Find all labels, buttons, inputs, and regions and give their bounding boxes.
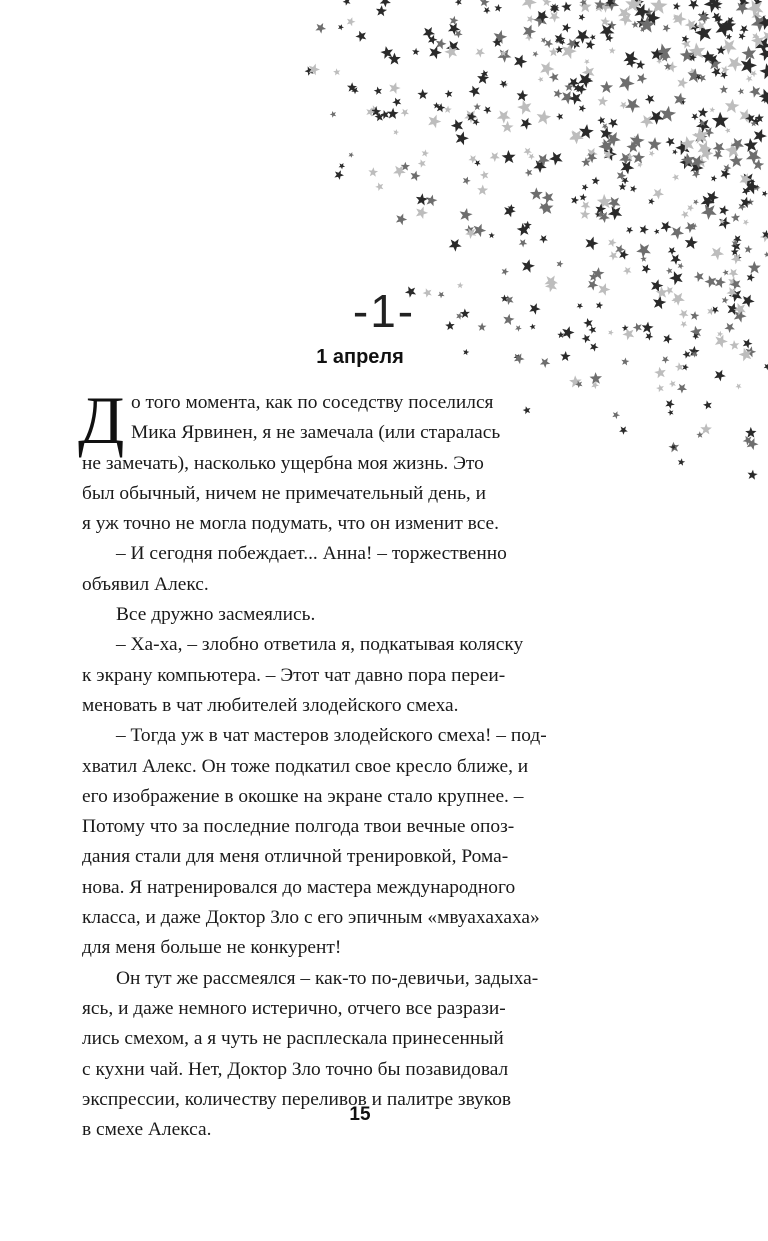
star-icon xyxy=(557,260,564,267)
star-icon xyxy=(764,251,768,257)
star-icon xyxy=(688,0,699,10)
star-icon xyxy=(727,57,742,72)
star-icon xyxy=(571,196,579,204)
star-icon xyxy=(473,119,480,126)
star-icon xyxy=(497,110,511,123)
text-line: нова. Я натренировался до мастера международного xyxy=(82,876,516,898)
star-icon xyxy=(711,175,717,182)
star-icon xyxy=(455,0,462,6)
star-icon xyxy=(722,269,728,275)
star-icon xyxy=(713,150,723,160)
paragraph xyxy=(82,600,638,630)
star-icon xyxy=(580,209,590,219)
star-icon xyxy=(666,267,673,274)
star-icon xyxy=(654,229,660,235)
star-icon xyxy=(480,171,489,180)
star-icon xyxy=(436,38,447,49)
star-icon xyxy=(636,243,651,258)
chapter-date: 1 апреля xyxy=(316,346,404,368)
star-icon xyxy=(665,137,675,147)
star-icon xyxy=(726,34,732,40)
star-icon xyxy=(678,263,684,270)
text-line: Потому что за последние полгода твои вечные опоз- xyxy=(82,816,515,838)
text-line: Мика Ярвинен, я не замечала (или старалась xyxy=(131,422,501,444)
text-line: в смехе Алекса. xyxy=(82,1119,212,1141)
star-icon xyxy=(393,129,399,135)
text-line: ясь, и даже немного истерично, отчего все разрази- xyxy=(82,997,506,1019)
star-icon xyxy=(650,0,667,14)
star-icon xyxy=(522,259,535,273)
star-icon xyxy=(330,111,337,118)
star-icon xyxy=(349,152,355,158)
text-line: был обычный, ничем не примечательный день, и xyxy=(82,482,486,504)
star-icon xyxy=(347,17,356,26)
star-icon xyxy=(338,24,344,30)
text-line: – Ха-ха, – злобно ответила я, подкатывая коляску xyxy=(116,634,524,656)
star-icon xyxy=(396,214,407,226)
star-icon xyxy=(623,267,632,275)
star-icon xyxy=(630,185,637,192)
star-icon xyxy=(653,188,664,199)
star-icon xyxy=(524,148,532,156)
star-icon xyxy=(648,137,662,151)
star-icon xyxy=(597,116,605,124)
star-icon xyxy=(656,384,664,392)
paragraph xyxy=(82,539,638,600)
first-paragraph xyxy=(78,382,638,539)
star-icon xyxy=(525,169,533,177)
text-line: объявил Алекс. xyxy=(82,573,209,595)
star-icon xyxy=(729,154,743,167)
star-icon xyxy=(523,25,536,39)
star-icon xyxy=(562,23,571,32)
star-icon xyxy=(693,199,699,205)
star-icon xyxy=(469,86,480,98)
star-icon xyxy=(739,33,746,41)
star-icon xyxy=(501,121,513,133)
star-icon xyxy=(700,423,712,434)
star-icon xyxy=(549,72,559,82)
text-line: не замечать), насколько ущербна моя жизнь. Это xyxy=(82,452,484,474)
star-icon xyxy=(429,46,442,59)
star-icon xyxy=(556,113,563,120)
star-icon xyxy=(389,82,400,94)
star-icon xyxy=(640,115,653,128)
star-icon xyxy=(719,205,729,215)
star-icon xyxy=(445,90,453,98)
star-icon xyxy=(660,106,676,122)
star-icon xyxy=(681,211,689,219)
drop-cap: Д xyxy=(78,382,125,458)
star-icon xyxy=(748,470,758,480)
star-icon xyxy=(764,363,768,370)
star-icon xyxy=(608,118,618,128)
star-icon xyxy=(712,112,729,128)
star-icon xyxy=(598,96,609,106)
star-icon xyxy=(743,219,749,225)
star-icon xyxy=(542,0,551,6)
text-line: меновать в чат любителей злодейского смеха. xyxy=(82,694,459,716)
star-icon xyxy=(541,37,547,43)
star-icon xyxy=(387,108,399,119)
text-line: хватил Алекс. Он тоже подкатил свое кресло ближе, и xyxy=(82,755,529,777)
star-icon xyxy=(731,213,740,222)
star-icon xyxy=(608,238,617,247)
star-icon xyxy=(456,131,469,145)
text-line: Все дружно засмеялись. xyxy=(116,604,316,626)
star-icon xyxy=(502,268,510,276)
star-icon xyxy=(691,113,698,120)
star-icon xyxy=(579,14,586,21)
star-icon xyxy=(710,107,716,113)
text-line: – И сегодня побеждает... Анна! – торжественно xyxy=(116,543,507,565)
text-line: Он тут же рассмеялся – как-то по-девичьи, задыха- xyxy=(116,967,539,989)
star-icon xyxy=(678,458,686,466)
star-icon xyxy=(375,183,383,192)
star-icon xyxy=(376,5,387,16)
star-icon xyxy=(744,245,752,253)
star-icon xyxy=(483,7,490,14)
star-icon xyxy=(586,40,596,50)
star-icon xyxy=(673,2,681,10)
star-icon xyxy=(694,272,704,283)
star-icon xyxy=(519,239,528,247)
star-icon xyxy=(477,185,488,196)
star-icon xyxy=(636,60,646,70)
star-icon xyxy=(581,201,591,210)
text-line: с кухни чай. Нет, Доктор Зло точно бы позавидовал xyxy=(82,1058,509,1080)
text-line: – Тогда уж в чат мастеров злодейского смеха! – под- xyxy=(116,725,547,747)
star-icon xyxy=(721,169,731,180)
star-icon xyxy=(368,167,378,177)
star-icon xyxy=(672,149,678,155)
star-icon xyxy=(669,380,676,387)
star-icon xyxy=(460,208,473,221)
star-icon xyxy=(520,118,532,130)
remaining-paragraphs xyxy=(82,539,638,1145)
star-icon xyxy=(713,142,725,154)
star-icon xyxy=(731,248,739,256)
text-line: его изображение в окошке на экране стало крупнее. – xyxy=(82,785,524,807)
star-icon xyxy=(698,107,708,117)
star-icon xyxy=(315,23,326,34)
star-icon xyxy=(672,174,679,181)
star-icon xyxy=(703,400,712,409)
star-icon xyxy=(725,128,731,134)
star-icon xyxy=(661,221,672,232)
star-icon xyxy=(592,177,600,185)
star-icon xyxy=(711,67,721,77)
star-icon xyxy=(742,46,757,61)
star-icon xyxy=(380,46,393,59)
star-icon xyxy=(517,100,531,115)
text-line: дания стали для меня отличной тренировкой, Рома- xyxy=(82,846,509,868)
star-icon xyxy=(416,206,428,219)
star-icon xyxy=(497,49,511,63)
star-icon xyxy=(648,198,655,205)
star-icon xyxy=(743,339,753,349)
star-icon xyxy=(483,106,491,114)
star-icon xyxy=(590,34,596,40)
star-icon xyxy=(522,0,537,10)
star-icon xyxy=(668,247,677,255)
star-icon xyxy=(670,254,681,265)
star-icon xyxy=(490,152,500,162)
star-icon xyxy=(740,25,749,34)
star-icon xyxy=(665,399,675,409)
star-icon xyxy=(514,55,527,69)
star-icon xyxy=(539,235,548,243)
star-icon xyxy=(579,105,586,113)
star-icon xyxy=(428,115,441,129)
star-icon xyxy=(609,47,616,54)
text-line: для меня больше не конкурент! xyxy=(82,937,342,959)
star-icon xyxy=(747,273,755,282)
star-icon xyxy=(677,77,688,88)
star-icon xyxy=(746,0,763,17)
star-icon xyxy=(619,75,635,91)
star-icon xyxy=(468,155,477,163)
star-icon xyxy=(494,4,502,12)
star-icon xyxy=(723,164,731,172)
star-icon xyxy=(538,76,544,82)
star-icon xyxy=(754,129,767,143)
star-icon xyxy=(417,89,428,99)
star-icon xyxy=(475,48,485,58)
star-icon xyxy=(533,51,539,57)
star-icon xyxy=(749,86,761,98)
star-icon xyxy=(748,261,761,274)
star-icon xyxy=(554,89,563,98)
star-icon xyxy=(637,162,643,168)
star-icon xyxy=(544,39,553,48)
star-icon xyxy=(642,264,651,274)
star-icon xyxy=(463,177,471,185)
star-icon xyxy=(549,12,560,23)
star-icon xyxy=(530,187,543,199)
star-icon xyxy=(473,103,481,110)
star-icon xyxy=(600,81,613,93)
star-icon xyxy=(729,340,739,350)
star-icon xyxy=(687,204,694,211)
star-icon xyxy=(527,15,535,23)
star-icon xyxy=(580,194,588,201)
star-icon xyxy=(584,59,590,65)
star-icon xyxy=(677,384,687,394)
star-icon xyxy=(720,71,728,79)
star-icon xyxy=(762,191,768,197)
star-icon xyxy=(540,61,554,76)
star-icon xyxy=(609,251,618,260)
star-icon xyxy=(549,152,563,166)
star-icon xyxy=(561,2,572,12)
star-icon xyxy=(696,431,703,438)
text-line: экспрессии, количеству переливов и палитре звуков xyxy=(82,1088,512,1110)
star-icon xyxy=(444,106,452,114)
star-icon xyxy=(625,98,640,113)
star-icon xyxy=(738,88,745,95)
star-icon xyxy=(528,154,535,161)
star-icon xyxy=(608,206,622,220)
star-icon xyxy=(480,0,490,7)
star-icon xyxy=(450,16,459,25)
star-icon xyxy=(632,151,645,164)
star-icon xyxy=(746,75,753,82)
star-icon xyxy=(685,236,698,249)
star-icon xyxy=(339,163,346,169)
star-icon xyxy=(637,73,648,84)
star-icon xyxy=(667,409,673,415)
star-icon xyxy=(640,256,646,262)
star-icon xyxy=(451,119,463,132)
star-icon xyxy=(597,194,612,209)
star-icon xyxy=(422,149,429,157)
chapter-number: -1- xyxy=(352,285,416,337)
star-icon xyxy=(735,384,741,390)
star-icon xyxy=(674,93,687,106)
text-line: к экрану компьютера. – Этот чат давно пора переи- xyxy=(82,664,506,686)
star-icon xyxy=(719,85,728,94)
star-icon xyxy=(745,427,756,438)
star-icon xyxy=(392,98,401,107)
star-icon xyxy=(620,102,628,110)
text-line: я уж точно не могла подумать, что он изменит все. xyxy=(82,513,499,535)
star-icon xyxy=(663,24,671,32)
star-icon xyxy=(449,239,462,252)
star-icon xyxy=(671,226,685,240)
star-icon xyxy=(640,225,649,235)
star-icon xyxy=(333,68,340,75)
star-icon xyxy=(569,92,582,105)
paragraph xyxy=(82,630,638,721)
star-icon xyxy=(343,0,351,6)
star-icon xyxy=(701,204,717,220)
star-icon xyxy=(537,110,552,125)
star-icon xyxy=(416,193,428,205)
star-icon xyxy=(645,94,655,104)
chapter-body xyxy=(78,382,638,1145)
star-icon xyxy=(412,48,420,56)
star-icon xyxy=(744,138,758,152)
text-line: о того момента, как по соседству поселился xyxy=(131,392,494,413)
star-icon xyxy=(502,150,516,164)
star-icon xyxy=(711,247,725,260)
star-icon xyxy=(582,184,589,191)
star-icon xyxy=(411,171,421,182)
star-icon xyxy=(517,90,529,102)
star-icon xyxy=(725,99,740,113)
star-icon xyxy=(334,170,344,180)
star-icon xyxy=(489,232,495,238)
star-icon xyxy=(626,227,633,234)
text-line: класса, и даже Доктор Зло с его эпичным «мвуахахаха» xyxy=(82,907,540,929)
star-icon xyxy=(426,195,437,207)
star-icon xyxy=(750,70,757,77)
star-icon xyxy=(714,370,726,382)
star-icon xyxy=(728,269,738,279)
star-icon xyxy=(649,150,655,156)
text-line: лись смехом, а я чуть не расплескала принесенный xyxy=(82,1028,504,1050)
star-icon xyxy=(586,237,599,251)
paragraph xyxy=(82,721,638,963)
star-icon xyxy=(474,160,481,166)
star-icon xyxy=(542,191,554,203)
star-icon xyxy=(760,63,768,79)
star-icon xyxy=(575,30,590,44)
star-icon xyxy=(401,109,409,117)
star-icon xyxy=(355,31,366,42)
star-icon xyxy=(374,87,382,96)
page-number: 15 xyxy=(349,1104,371,1125)
star-icon xyxy=(418,159,426,167)
